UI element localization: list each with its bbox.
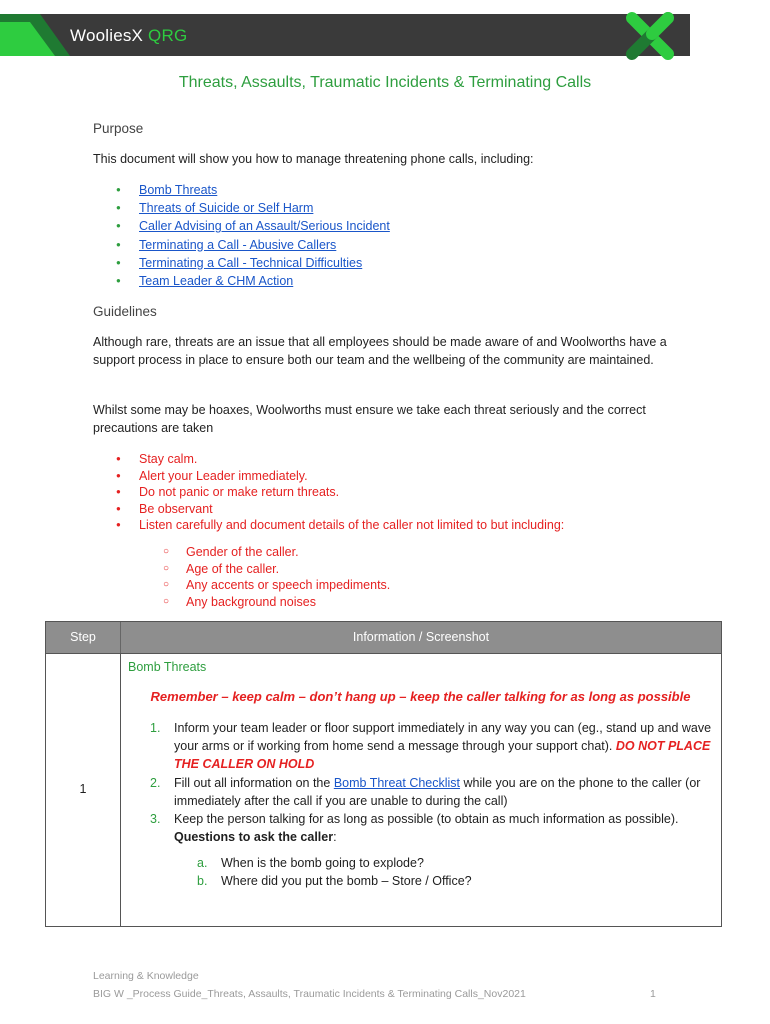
caller-questions-list bbox=[128, 854, 713, 890]
table-column-divider bbox=[120, 653, 121, 926]
list-item: ○ Any background noises bbox=[163, 594, 390, 611]
guidelines-bullet-list bbox=[116, 451, 564, 534]
brand-logo-text: WooliesX QRG bbox=[70, 26, 188, 45]
list-item: ● Alert your Leader immediately. bbox=[116, 468, 564, 485]
link-technical-difficulties[interactable]: Terminating a Call - Technical Difficulties bbox=[139, 255, 363, 270]
step-number: 1 bbox=[79, 782, 87, 796]
list-item: ○ Age of the caller. bbox=[163, 561, 390, 578]
guidelines-para-2: Whilst some may be hoaxes, Woolworths must ensure we take each threat seriously and the correct precautions are taken bbox=[93, 403, 646, 435]
footer-department: Learning & Knowledge bbox=[93, 970, 199, 982]
list-item[interactable] bbox=[116, 199, 390, 217]
list-item: a. When is the bomb going to explode? bbox=[197, 856, 424, 871]
list-item: 2. Fill out all information on the Bomb Threat Checklist while you are on the phone to the caller (or immediately after the call if you are unable to during the call) bbox=[150, 775, 701, 808]
list-item[interactable] bbox=[116, 254, 390, 272]
list-item[interactable] bbox=[116, 272, 390, 290]
woolies-x-logo-icon bbox=[622, 10, 678, 62]
list-item: ○ Gender of the caller. bbox=[163, 544, 390, 561]
list-item: ● Be observant bbox=[116, 501, 564, 518]
list-item[interactable] bbox=[116, 236, 390, 254]
list-item: 1. Inform your team leader or floor support immediately in any way you can (eg., stand up and wave your arms or if working from home send a message through your support chat). DO NOT PLACE THE CALLER ON HOLD bbox=[150, 721, 712, 772]
link-threats-suicide[interactable]: Threats of Suicide or Self Harm bbox=[139, 201, 314, 216]
link-assault-incident[interactable]: Caller Advising of an Assault/Serious Incident bbox=[139, 219, 390, 234]
link-bomb-threats[interactable]: Bomb Threats bbox=[139, 183, 218, 197]
step-instruction-list bbox=[128, 719, 713, 846]
caller-details-sublist bbox=[163, 544, 390, 610]
list-item: 3. Keep the person talking for as long as possible (to obtain as much information as possible). Questions to ask the caller: bbox=[150, 812, 679, 845]
table-divider bbox=[46, 653, 721, 654]
guidelines-para-1: Although rare, threats are an issue that all employees should be made aware of and Woolworths have a support process in place to ensure both our team and the wellbeing of the community are maintained. bbox=[93, 335, 667, 367]
list-item: b. Where did you put the bomb – Store / Office? bbox=[197, 874, 472, 889]
no-hold-warning: DO NOT PLACE THE CALLER ON HOLD bbox=[174, 739, 711, 772]
document-title: Threats, Assaults, Traumatic Incidents & Terminating Calls bbox=[178, 74, 592, 91]
table-header-info: Information / Screenshot bbox=[121, 622, 721, 653]
list-item: ● Stay calm. bbox=[116, 451, 564, 468]
purpose-heading: Purpose bbox=[93, 121, 144, 136]
purpose-intro: This document will show you how to manage threatening phone calls, including: bbox=[93, 152, 534, 166]
remember-note: Remember – keep calm – don’t hang up – keep the caller talking for as long as possible bbox=[150, 689, 691, 704]
step-info-cell bbox=[128, 660, 713, 890]
link-abusive-callers[interactable]: Terminating a Call - Abusive Callers bbox=[139, 237, 337, 252]
page-number: 1 bbox=[650, 988, 656, 1000]
list-item: ○ Any accents or speech impediments. bbox=[163, 577, 390, 594]
bomb-threat-checklist-link[interactable]: Bomb Threat Checklist bbox=[333, 775, 461, 790]
list-item: ● Listen carefully and document details of the caller not limited to but including: bbox=[116, 517, 564, 534]
list-item[interactable] bbox=[116, 181, 390, 199]
list-item: ● Do not panic or make return threats. bbox=[116, 484, 564, 501]
purpose-link-list bbox=[116, 181, 390, 290]
link-team-leader-chm[interactable]: Team Leader & CHM Action bbox=[139, 273, 294, 288]
green-swoosh-graphic bbox=[0, 14, 70, 56]
section-title-bomb-threats: Bomb Threats bbox=[128, 660, 207, 674]
footer-document-name: BIG W _Process Guide_Threats, Assaults, Traumatic Incidents & Terminating Calls_Nov2021 bbox=[93, 988, 526, 1000]
table-header-step: Step bbox=[46, 622, 121, 653]
list-item[interactable] bbox=[116, 217, 390, 235]
guidelines-heading: Guidelines bbox=[93, 304, 157, 319]
steps-table bbox=[45, 621, 722, 927]
